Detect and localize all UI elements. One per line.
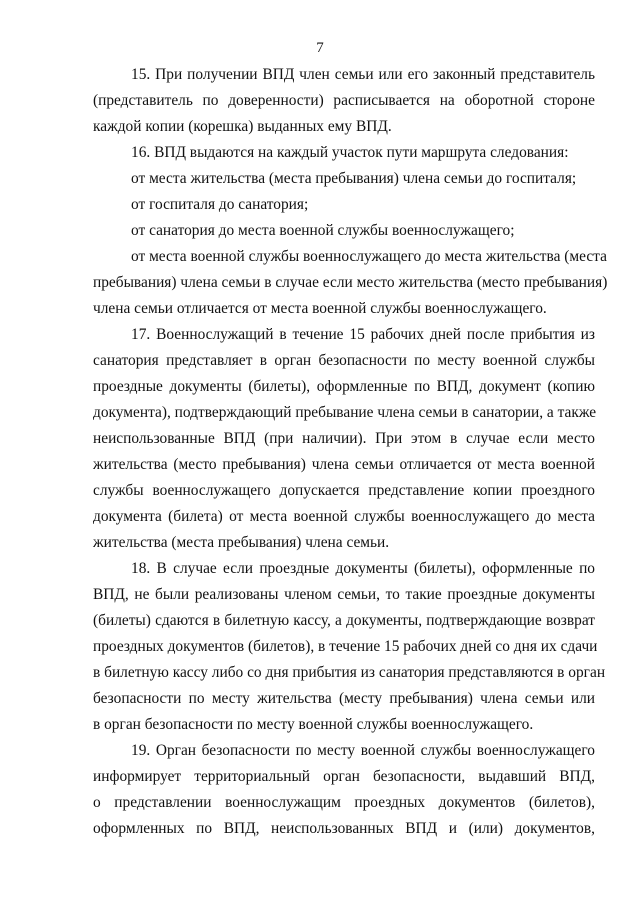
p18-line-4: проездных документов (билетов), в течение 15 рабочих дней со дня их сдачи (93, 638, 598, 655)
page-number: 7 (316, 40, 324, 56)
p17-line-4: документа), подтверждающий пребывание члена семьи в санатории, а также (93, 404, 597, 421)
p15-line-2: (представитель по доверенности) расписывается на оборотной стороне (93, 92, 595, 109)
p17-line-2: санатория представляет в орган безопасности по месту военной службы (93, 352, 595, 369)
p19-line-3: о представлении военнослужащим проездных документов (билетов), (93, 794, 595, 811)
p18-line-1: 18. В случае если проездные документы (билеты), оформленные по (131, 560, 595, 577)
p16-item-4-line-3: члена семьи отличается от места военной службы военнослужащего. (93, 300, 547, 317)
p17-line-5: неиспользованные ВПД (при наличии). При этом в случае если место (93, 430, 595, 447)
p17-line-6: жительства (место пребывания) члена семьи отличается от места военной (93, 456, 595, 473)
p15-line-1: 15. При получении ВПД член семьи или его законный представитель (131, 66, 595, 83)
p17-line-7: службы военнослужащего допускается представление копии проездного (93, 482, 595, 499)
p19-line-4: оформленных по ВПД, неиспользованных ВПД и (или) документов, (93, 820, 595, 837)
p16-item-4-line-1: от места военной службы военнослужащего до места жительства (места (131, 248, 607, 265)
p19-line-1: 19. Орган безопасности по месту военной службы военнослужащего (131, 742, 595, 759)
p18-line-3: (билеты) сдаются в билетную кассу, а документы, подтверждающие возврат (93, 612, 595, 629)
p16-item-2: от госпиталя до санатория; (131, 196, 309, 213)
p15-line-3: каждой копии (корешка) выданных ему ВПД. (93, 118, 392, 135)
p16-item-1: от места жительства (места пребывания) члена семьи до госпиталя; (131, 170, 577, 187)
p18-line-5: в билетную кассу либо со дня прибытия из санатория представляются в орган (93, 664, 606, 681)
p18-line-2: ВПД, не были реализованы членом семьи, то такие проездные документы (93, 586, 595, 603)
p18-line-6: безопасности по месту жительства (месту пребывания) члена семьи или (93, 690, 595, 707)
p17-line-9: жительства (места пребывания) члена семьи. (93, 534, 390, 551)
p17-line-1: 17. Военнослужащий в течение 15 рабочих дней после прибытия из (131, 326, 595, 343)
p16-line-1: 16. ВПД выдаются на каждый участок пути маршрута следования: (131, 144, 569, 161)
p16-item-4-line-2: пребывания) члена семьи в случае если место жительства (место пребывания) (93, 274, 608, 291)
p17-line-8: документа (билета) от места военной службы военнослужащего до места (93, 508, 595, 525)
p19-line-2: информирует территориальный орган безопасности, выдавший ВПД, (93, 768, 595, 785)
p16-item-3: от санатория до места военной службы военнослужащего; (131, 222, 515, 239)
p17-line-3: проездные документы (билеты), оформленные по ВПД, документ (копию (93, 378, 595, 395)
p18-line-7: в орган безопасности по месту военной службы военнослужащего. (93, 716, 534, 733)
